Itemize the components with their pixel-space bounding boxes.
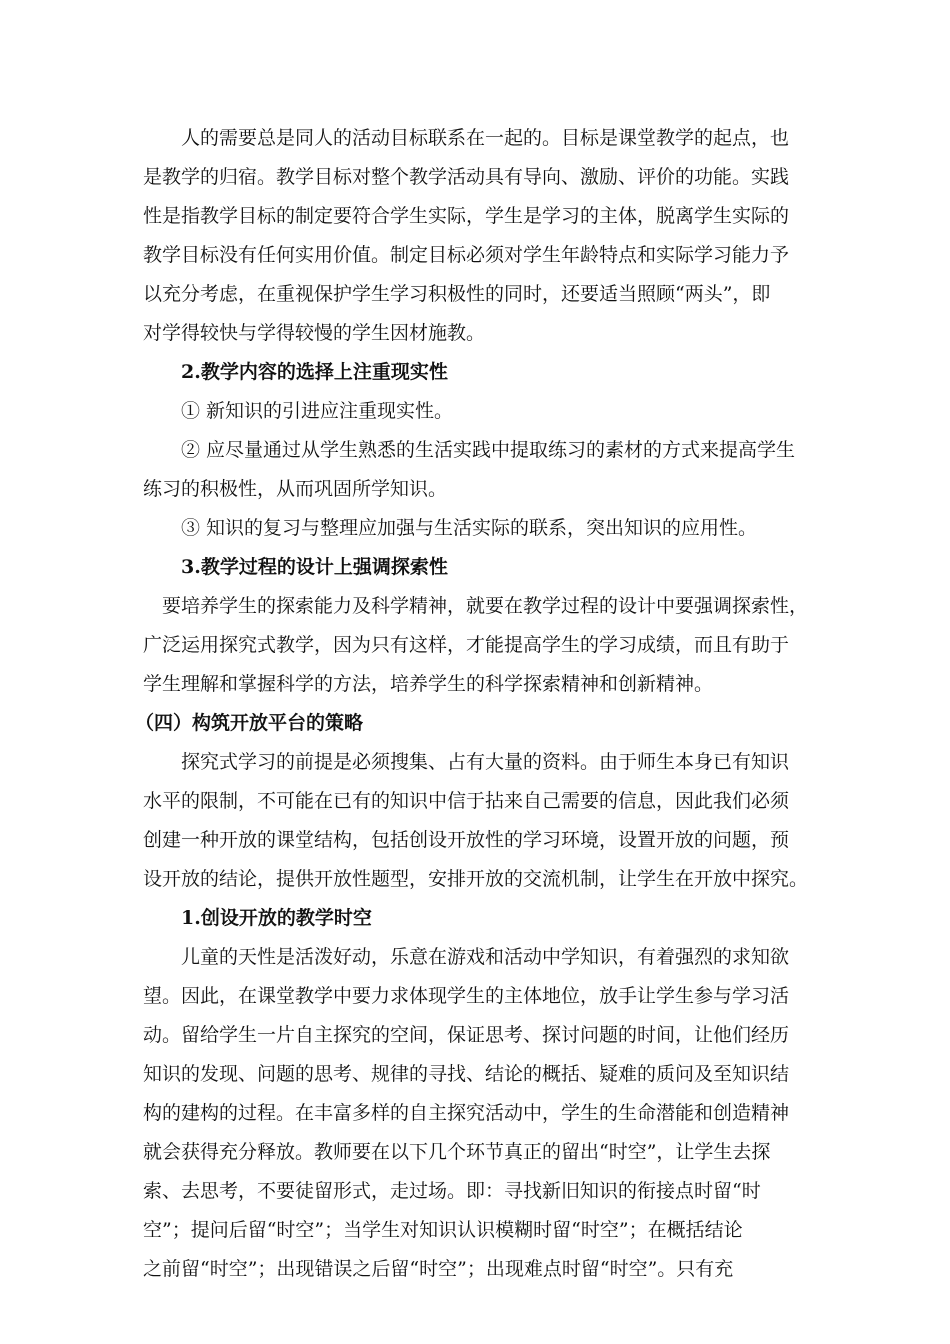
paragraph-line: 之前留“时空”；出现错误之后留“时空”；出现难点时留“时空”。只有充: [143, 1258, 734, 1280]
paragraph-line: 水平的限制，不可能在已有的知识中信于拈来自己需要的信息，因此我们必须: [143, 790, 790, 812]
paragraph-line: 要培养学生的探索能力及科学精神，就要在教学过程的设计中要强调探索性，: [162, 595, 809, 617]
paragraph-line: 教学目标没有任何实用价值。制定目标必须对学生年龄特点和实际学习能力予: [143, 244, 790, 266]
paragraph-line: 学生理解和掌握科学的方法，培养学生的科学探索精神和创新精神。: [143, 673, 714, 695]
paragraph-line: 空”；提问后留“时空”；当学生对知识认识模糊时留“时空”；在概括结论: [143, 1219, 743, 1241]
section-heading: 1.创设开放的教学时空: [181, 907, 372, 929]
paragraph-line: 知识的发现、问题的思考、规律的寻找、结论的概括、疑难的质问及至知识结: [143, 1063, 790, 1085]
paragraph-line: 就会获得充分释放。教师要在以下几个环节真正的留出“时空”，让学生去探: [143, 1141, 771, 1163]
paragraph-line: 练习的积极性，从而巩固所学知识。: [143, 478, 448, 500]
paragraph-line: 性是指教学目标的制定要符合学生实际，学生是学习的主体，脱离学生实际的: [143, 205, 790, 227]
list-item: ① 新知识的引进应注重现实性。: [181, 400, 454, 422]
list-item: ② 应尽量通过从学生熟悉的生活实践中提取练习的素材的方式来提高学生: [181, 439, 796, 461]
paragraph-line: 广泛运用探究式教学，因为只有这样，才能提高学生的学习成绩，而且有助于: [143, 634, 790, 656]
paragraph-line: 探究式学习的前提是必须搜集、占有大量的资料。由于师生本身已有知识: [181, 751, 790, 773]
section-heading: （四）构筑开放平台的策略: [135, 712, 364, 734]
section-heading: 3.教学过程的设计上强调探索性: [181, 556, 448, 578]
paragraph-line: 设开放的结论，提供开放性题型，安排开放的交流机制，让学生在开放中探究。: [143, 868, 809, 890]
paragraph-line: 望。因此，在课堂教学中要力求体现学生的主体地位，放手让学生参与学习活: [143, 985, 790, 1007]
paragraph-line: 动。留给学生一片自主探究的空间，保证思考、探讨问题的时间，让他们经历: [143, 1024, 790, 1046]
paragraph-line: 构的建构的过程。在丰富多样的自主探究活动中，学生的生命潜能和创造精神: [143, 1102, 790, 1124]
paragraph-line: 创建一种开放的课堂结构，包括创设开放性的学习环境，设置开放的问题，预: [143, 829, 790, 851]
section-heading: 2.教学内容的选择上注重现实性: [181, 361, 448, 383]
paragraph-line: 索、去思考，不要徒留形式，走过场。即：寻找新旧知识的衔接点时留“时: [143, 1180, 761, 1202]
paragraph-line: 人的需要总是同人的活动目标联系在一起的。目标是课堂教学的起点，也: [181, 127, 790, 149]
paragraph-line: 对学得较快与学得较慢的学生因材施教。: [143, 322, 486, 344]
paragraph-line: 是教学的归宿。教学目标对整个教学活动具有导向、激励、评价的功能。实践: [143, 166, 790, 188]
list-item: ③ 知识的复习与整理应加强与生活实际的联系，突出知识的应用性。: [181, 517, 758, 539]
paragraph-line: 儿童的天性是活泼好动，乐意在游戏和活动中学知识，有着强烈的求知欲: [181, 946, 790, 968]
paragraph-line: 以充分考虑，在重视保护学生学习积极性的同时，还要适当照顾“两头”，即: [143, 283, 771, 305]
